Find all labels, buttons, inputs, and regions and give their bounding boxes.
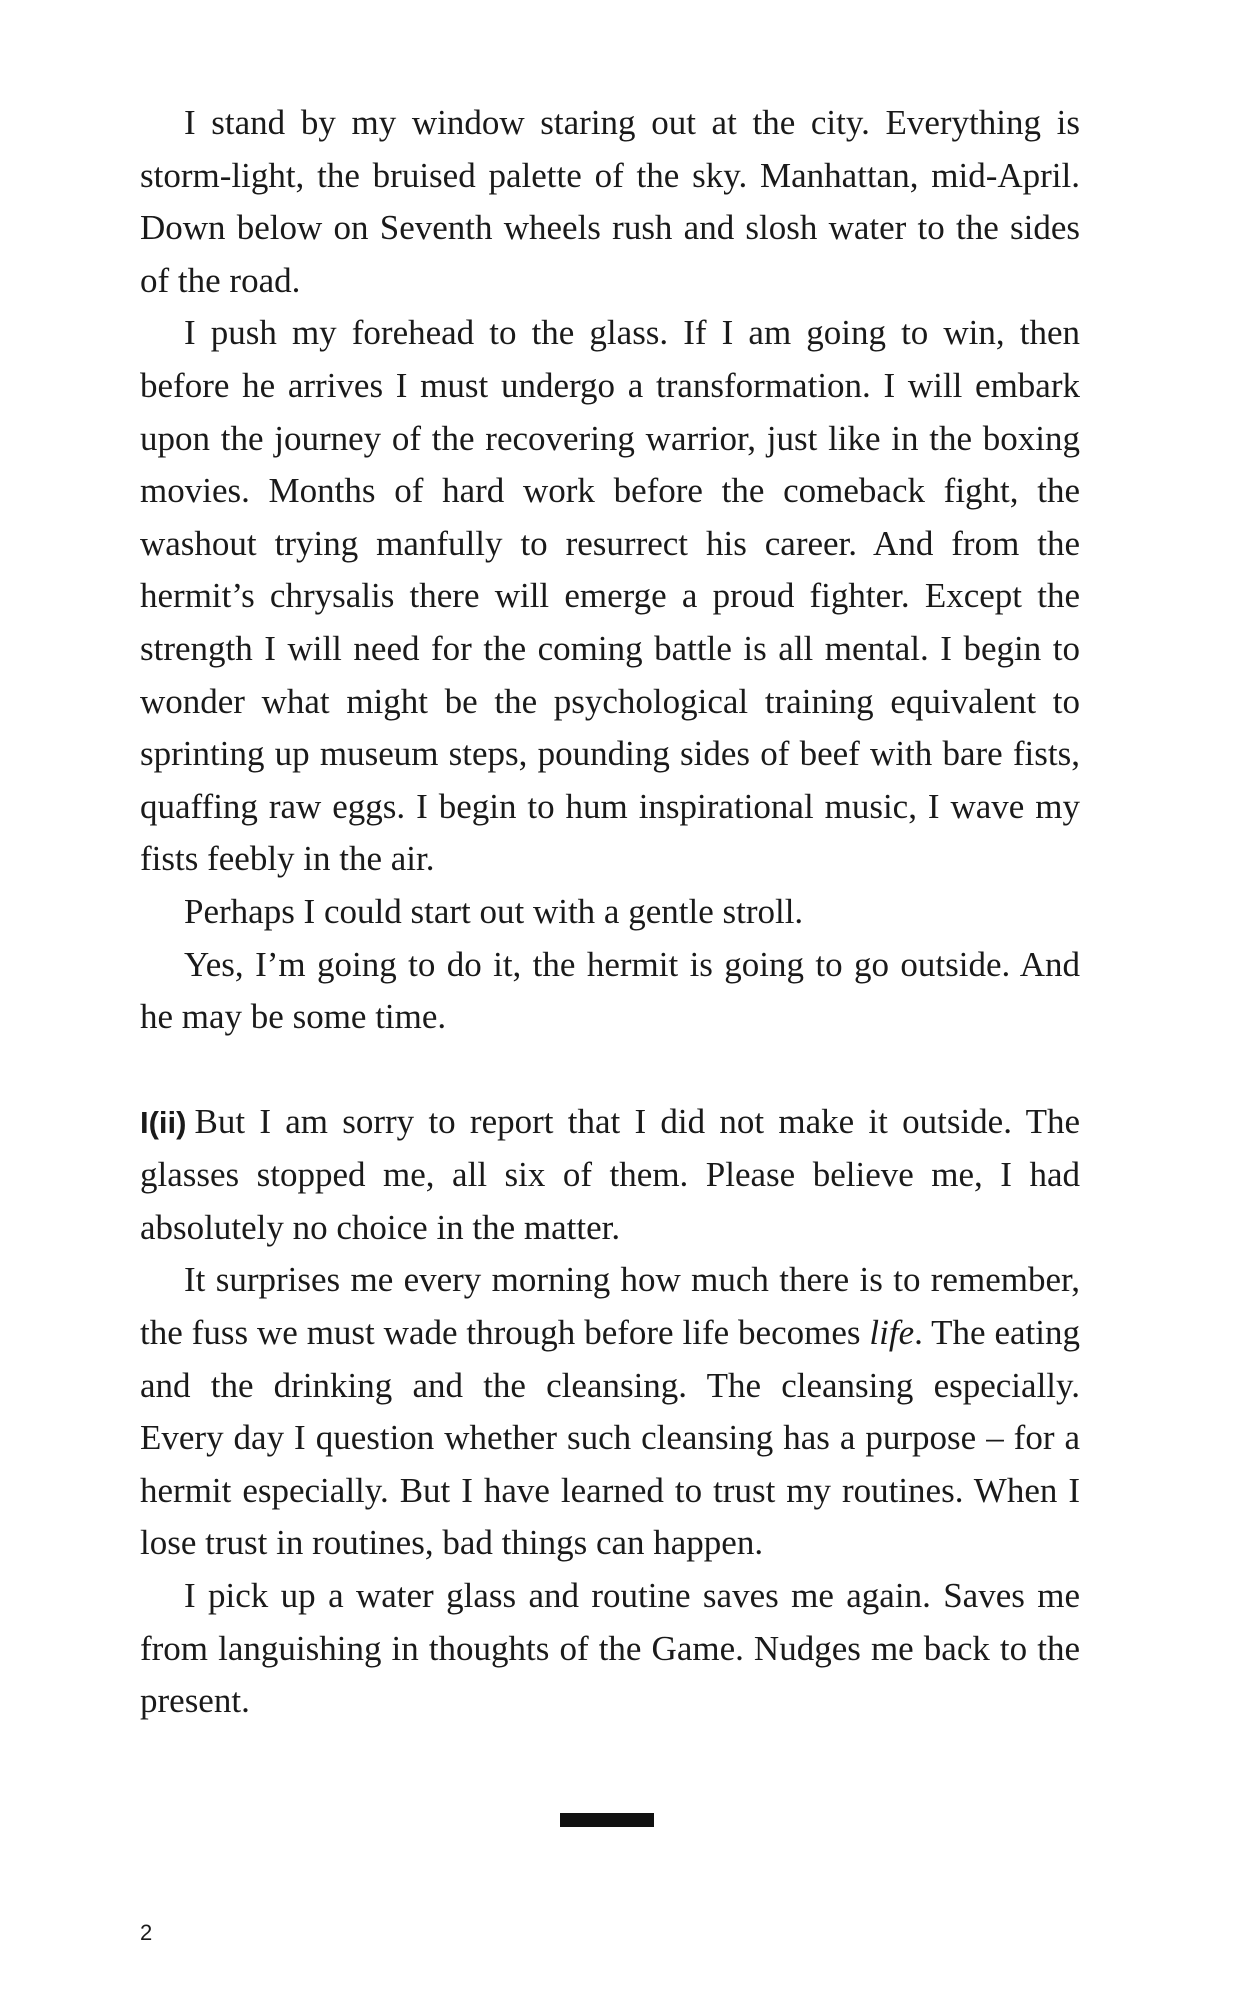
section-divider-bar — [560, 1813, 654, 1827]
paragraph-water-glass: I pick up a water glass and routine saves me again. Saves me from languishing in thoughts of the Game. Nudges me back to the present. — [140, 1576, 1080, 1721]
page-body — [140, 97, 1080, 1728]
paragraph-go-outside: Yes, I’m going to do it, the hermit is going to go outside. And he may be some time. — [140, 944, 1080, 1037]
paragraph-window: I stand by my window staring out at the city. Everything is storm-light, the bruised palette of the sky. Manhattan, mid-April. Down below on Seventh wheels rush and slosh water to the sides of the road. — [140, 103, 1080, 300]
paragraph-routine — [140, 1254, 1080, 1570]
page-number: 2 — [140, 1920, 153, 1945]
paragraph-section-start — [140, 1096, 1080, 1255]
paragraph-glasses: But I am sorry to report that I did not make it outside. The glasses stopped me, all six of them. Please believe me, I had absolutely no choice in the matter. — [140, 1101, 1080, 1247]
paragraph-routine-start: It surprises me every morning how much there is to remember, the fuss we must wade through before life becomes — [140, 1260, 1080, 1353]
section-break-space — [140, 1044, 1080, 1096]
italic-life: life — [869, 1313, 915, 1353]
paragraph-routine-end: . The eating and the drinking and the cleansing. The cleansing especially. Every day I question whether such cleansing has a purpose – for a hermit especially. But I have learned to trust my routines. When I lose trust in routines, bad things can happen. — [140, 1313, 1080, 1563]
paragraph-transformation: I push my forehead to the glass. If I am going to win, then before he arrives I must undergo a transformation. I will embark upon the journey of the recovering warrior, just like in the boxing movies. Months of hard work before the comeback fight, the washout trying manfully to resurrect his career. And from the hermit’s chrysalis there will emerge a proud fighter. Except the strength I will need for the coming battle is all mental. I begin to wonder what might be the psychological training equivalent to sprinting up museum steps, pounding sides of beef with bare fists, quaffing raw eggs. I begin to hum inspirational music, I wave my fists feebly in the air. — [140, 313, 1080, 879]
section-label: I(ii) — [140, 1104, 187, 1140]
paragraph-stroll: Perhaps I could start out with a gentle stroll. — [184, 891, 804, 931]
